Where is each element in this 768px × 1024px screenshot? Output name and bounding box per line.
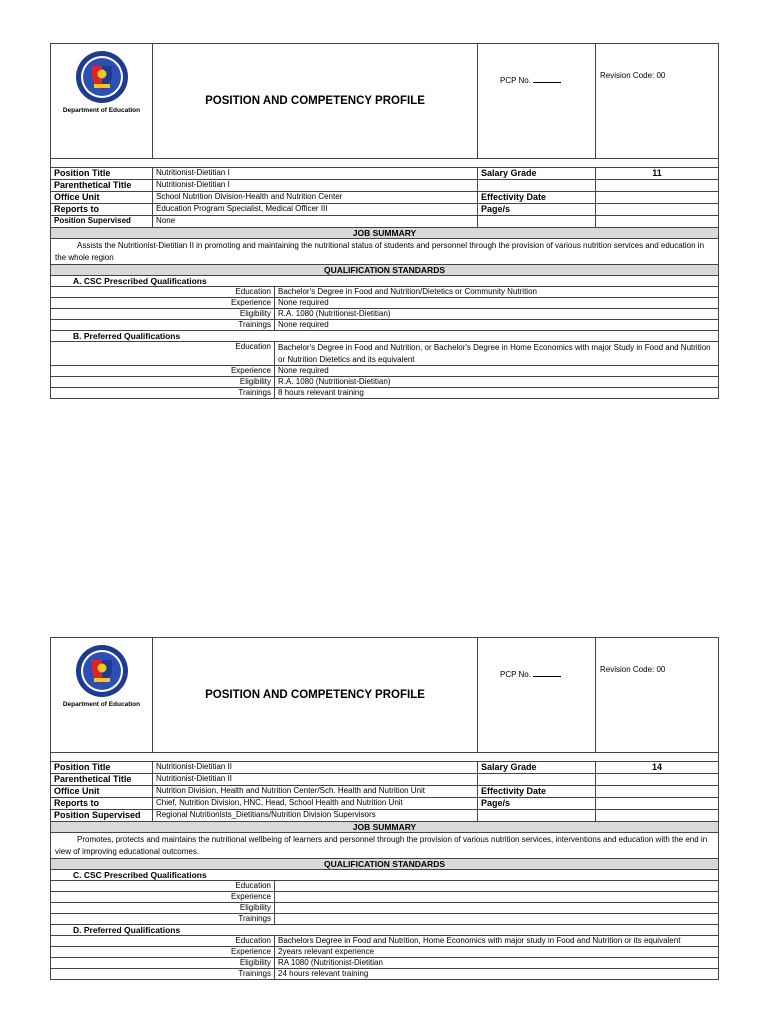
position-supervised-label: Position Supervised — [51, 216, 153, 228]
csc-eligibility-value — [275, 903, 719, 914]
effectivity-date-label: Effectivity Date — [478, 192, 596, 204]
position-supervised-row — [51, 810, 719, 822]
pref-experience-value: None required — [275, 366, 719, 377]
csc-eligibility-value: R.A. 1080 (Nutritionist-Dietitian) — [275, 309, 719, 320]
profile-card — [50, 637, 719, 980]
pref-eligibility-row — [51, 377, 719, 388]
reports-to-value: Education Program Specialist, Medical Officer III — [153, 204, 478, 216]
parenthetical-title-row — [51, 180, 719, 192]
reports-to-label: Reports to — [51, 204, 153, 216]
csc-qualifications-heading: A. CSC Prescribed Qualifications — [51, 276, 719, 287]
position-title-label: Position Title — [51, 762, 153, 774]
logo-cell — [51, 44, 153, 159]
office-unit-value: Nutrition Division, Health and Nutrition Center/Sch. Health and Nutrition Unit — [153, 786, 478, 798]
position-title-label: Position Title — [51, 168, 153, 180]
parenthetical-title-label: Parenthetical Title — [51, 180, 153, 192]
position-title-row — [51, 168, 719, 180]
pcp-blank-line — [533, 74, 561, 83]
csc-education-row — [51, 881, 719, 892]
department-label: Department of Education — [62, 701, 141, 708]
office-unit-label: Office Unit — [51, 192, 153, 204]
reports-to-row — [51, 798, 719, 810]
salary-grade-label: Salary Grade — [478, 168, 596, 180]
office-unit-row — [51, 786, 719, 798]
position-supervised-value: Regional Nutritionists_Dietitians/Nutrition Division Supervisors — [153, 810, 478, 822]
pages-value — [596, 798, 719, 810]
csc-experience-value — [275, 892, 719, 903]
pcp-number — [478, 44, 596, 159]
parenthetical-title-value: Nutritionist-Dietitian II — [153, 774, 478, 786]
csc-trainings-label: Trainings — [51, 320, 275, 331]
csc-trainings-label: Trainings — [51, 914, 275, 925]
pref-education-value: Bachelors Degree in Food and Nutrition, Home Economics with major study in Food and Nutrition or its equivalent — [275, 936, 719, 947]
csc-eligibility-label: Eligibility — [51, 903, 275, 914]
position-title-row — [51, 762, 719, 774]
effectivity-date-value — [596, 192, 719, 204]
pref-eligibility-label: Eligibility — [51, 958, 275, 969]
csc-eligibility-row — [51, 309, 719, 320]
qualification-standards-heading: QUALIFICATION STANDARDS — [51, 859, 719, 870]
pref-eligibility-value: R.A. 1080 (Nutritionist-Dietitian) — [275, 377, 719, 388]
job-summary-text — [51, 239, 719, 265]
profile-header — [51, 44, 719, 159]
deped-seal-icon — [75, 50, 129, 104]
job-summary-body: Promotes, protects and maintains the nutritional wellbeing of learners and personnel through the provision of various nutrition services, interventions and education with the end in view of improving educational outcomes. — [55, 835, 708, 856]
csc-trainings-value — [275, 914, 719, 925]
office-unit-value: School Nutrition Division-Health and Nutrition Center — [153, 192, 478, 204]
profile-header — [51, 638, 719, 753]
csc-experience-value: None required — [275, 298, 719, 309]
csc-trainings-row — [51, 320, 719, 331]
profile-card — [50, 43, 719, 399]
pref-experience-label: Experience — [51, 366, 275, 377]
position-supervised-row — [51, 216, 719, 228]
job-summary-text — [51, 833, 719, 859]
pref-education-label: Education — [51, 342, 275, 366]
revision-code: Revision Code: 00 — [596, 44, 719, 159]
logo-cell — [51, 638, 153, 753]
document-title: POSITION AND COMPETENCY PROFILE — [153, 638, 478, 753]
office-unit-row — [51, 192, 719, 204]
pref-experience-value: 2years relevant experience — [275, 947, 719, 958]
effectivity-date-label: Effectivity Date — [478, 786, 596, 798]
csc-education-label: Education — [51, 881, 275, 892]
job-summary-heading: JOB SUMMARY — [51, 822, 719, 833]
office-unit-label: Office Unit — [51, 786, 153, 798]
csc-eligibility-label: Eligibility — [51, 309, 275, 320]
pcp-blank-line — [533, 668, 561, 677]
pref-trainings-row — [51, 969, 719, 980]
preferred-qualifications-heading: D. Preferred Qualifications — [51, 925, 719, 936]
pref-education-row — [51, 936, 719, 947]
position-supervised-value: None — [153, 216, 478, 228]
pref-eligibility-row — [51, 958, 719, 969]
pcp-label: PCP No. — [500, 670, 531, 679]
pref-trainings-label: Trainings — [51, 388, 275, 399]
salary-grade-value: 11 — [596, 168, 719, 180]
pages-label: Page/s — [478, 204, 596, 216]
pref-experience-row — [51, 947, 719, 958]
csc-education-label: Education — [51, 287, 275, 298]
job-summary-body: Assists the Nutritionist-Dietitian II in promoting and maintaining the nutritional status of students and personnel through the provision of various nutrition services and education in the whole region — [55, 241, 705, 262]
pref-education-label: Education — [51, 936, 275, 947]
csc-education-value — [275, 881, 719, 892]
reports-to-label: Reports to — [51, 798, 153, 810]
position-title-value: Nutritionist-Dietitian I — [153, 168, 478, 180]
salary-grade-label: Salary Grade — [478, 762, 596, 774]
pref-experience-label: Experience — [51, 947, 275, 958]
pref-eligibility-value: RA 1080 (Nutritionist-Dietitian — [275, 958, 719, 969]
reports-to-value: Chief, Nutrition Division, HNC, Head, School Health and Nutrition Unit — [153, 798, 478, 810]
document-title: POSITION AND COMPETENCY PROFILE — [153, 44, 478, 159]
csc-eligibility-row — [51, 903, 719, 914]
pref-education-row — [51, 342, 719, 366]
pref-trainings-label: Trainings — [51, 969, 275, 980]
qualification-standards-heading: QUALIFICATION STANDARDS — [51, 265, 719, 276]
effectivity-date-value — [596, 786, 719, 798]
csc-experience-row — [51, 298, 719, 309]
position-supervised-label: Position Supervised — [51, 810, 153, 822]
csc-qualifications-heading: C. CSC Prescribed Qualifications — [51, 870, 719, 881]
reports-to-row — [51, 204, 719, 216]
pages-label: Page/s — [478, 798, 596, 810]
revision-code: Revision Code: 00 — [596, 638, 719, 753]
csc-education-value: Bachelor's Degree in Food and Nutrition/Dietetics or Community Nutrition — [275, 287, 719, 298]
csc-experience-row — [51, 892, 719, 903]
pages-value — [596, 204, 719, 216]
deped-seal-icon — [75, 644, 129, 698]
pref-education-value: Bachelor's Degree in Food and Nutrition, or Bachelor's Degree in Home Economics with major Study in Food and Nutrition or Nutrition Dietetics and its equivalent — [275, 342, 719, 366]
csc-experience-label: Experience — [51, 298, 275, 309]
parenthetical-title-value: Nutritionist-Dietitian I — [153, 180, 478, 192]
pref-eligibility-label: Eligibility — [51, 377, 275, 388]
pref-trainings-value: 24 hours relevant training — [275, 969, 719, 980]
preferred-qualifications-heading: B. Preferred Qualifications — [51, 331, 719, 342]
parenthetical-title-label: Parenthetical Title — [51, 774, 153, 786]
csc-education-row — [51, 287, 719, 298]
job-summary-heading: JOB SUMMARY — [51, 228, 719, 239]
csc-trainings-value: None required — [275, 320, 719, 331]
pref-experience-row — [51, 366, 719, 377]
parenthetical-title-row — [51, 774, 719, 786]
department-label: Department of Education — [62, 107, 141, 114]
pref-trainings-row — [51, 388, 719, 399]
pcp-label: PCP No. — [500, 76, 531, 85]
csc-trainings-row — [51, 914, 719, 925]
csc-experience-label: Experience — [51, 892, 275, 903]
pref-trainings-value: 8 hours relevant training — [275, 388, 719, 399]
salary-grade-value: 14 — [596, 762, 719, 774]
pcp-number — [478, 638, 596, 753]
position-title-value: Nutritionist-Dietitian II — [153, 762, 478, 774]
